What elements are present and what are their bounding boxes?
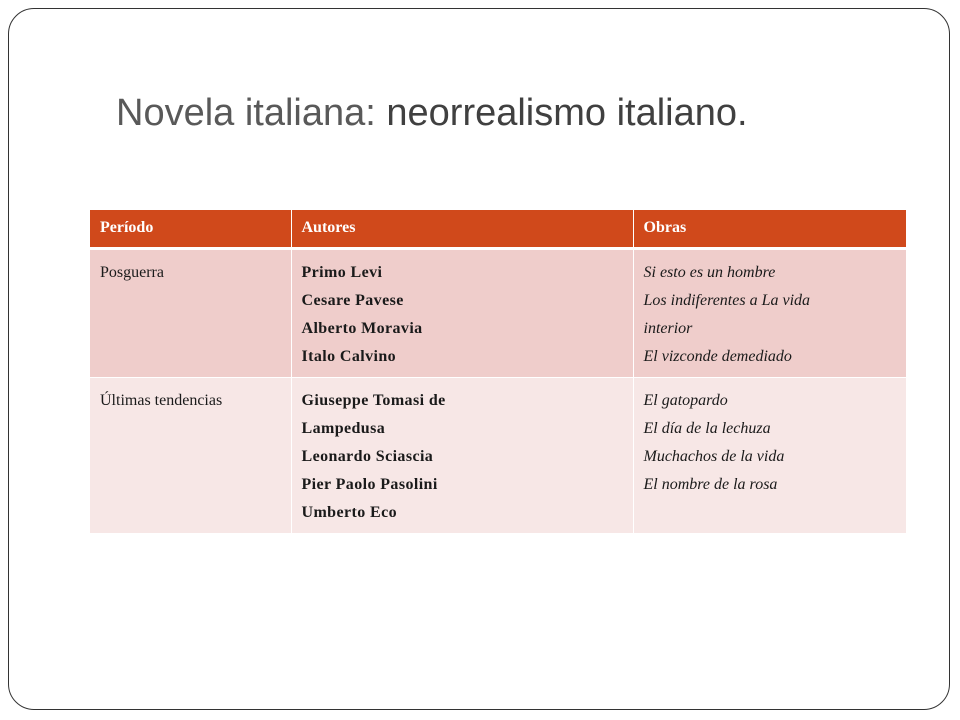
- author-name: Primo Levi: [301, 263, 383, 281]
- author-name: Giuseppe Tomasi de: [301, 391, 446, 409]
- author-name: Leonardo Sciascia: [301, 447, 434, 465]
- authors-cell: [291, 248, 633, 377]
- title-separator: :: [365, 92, 387, 134]
- work-title: Si esto es un hombre: [643, 263, 776, 281]
- table-row: [90, 248, 906, 377]
- work-title: El gatopardo: [643, 391, 728, 409]
- header-period: Período: [90, 210, 291, 248]
- novel-table: [90, 210, 906, 534]
- author-name: Pier Paolo Pasolini: [301, 475, 438, 493]
- work-title: interior: [643, 319, 693, 337]
- author-name: Italo Calvino: [301, 347, 397, 365]
- work-title: El nombre de la rosa: [643, 475, 778, 493]
- table-header-row: [90, 210, 906, 248]
- works-cell: [633, 377, 906, 533]
- header-works: Obras: [633, 210, 906, 248]
- table-row: [90, 377, 906, 533]
- slide-title: [116, 91, 748, 137]
- period-cell: Últimas tendencias: [90, 377, 291, 533]
- work-title: El día de la lechuza: [643, 419, 771, 437]
- author-name: Cesare Pavese: [301, 291, 404, 309]
- title-part-1: Novela italiana: [116, 92, 366, 134]
- work-title: Muchachos de la vida: [643, 447, 785, 465]
- author-name: Lampedusa: [301, 419, 386, 437]
- period-cell: Posguerra: [90, 248, 291, 377]
- authors-cell: [291, 377, 633, 533]
- author-name: Alberto Moravia: [301, 319, 423, 337]
- works-cell: [633, 248, 906, 377]
- work-title: Los indiferentes a La vida: [643, 291, 811, 309]
- title-part-2: neorrealismo italiano.: [386, 92, 748, 134]
- work-title: El vizconde demediado: [643, 347, 792, 365]
- header-authors: Autores: [291, 210, 633, 248]
- author-name: Umberto Eco: [301, 503, 397, 521]
